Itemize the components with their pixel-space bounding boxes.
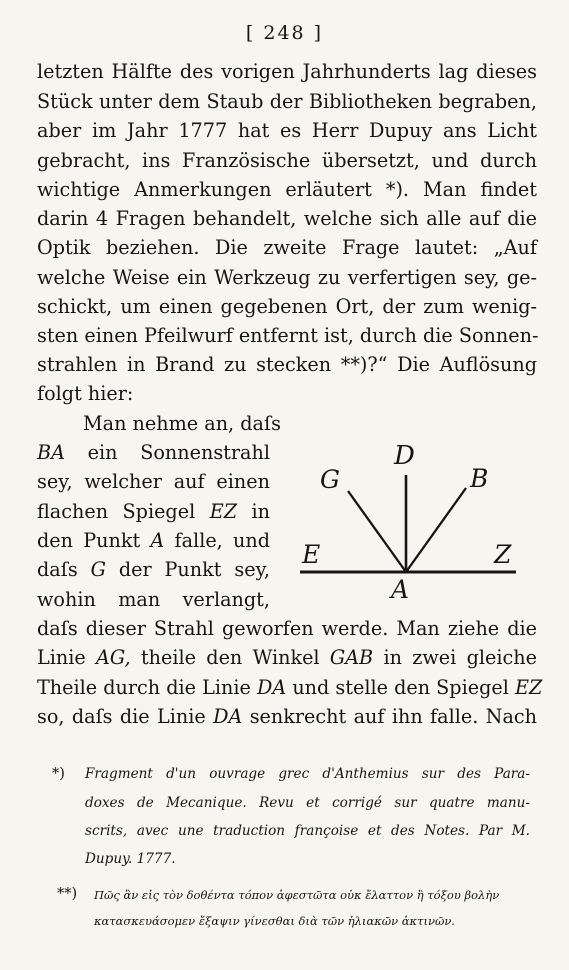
after-3-start: Theile durch die Linie [37,676,251,699]
label-ba: BA [37,441,65,464]
figure-label-g: G [320,465,340,494]
body-line-4: gebracht, ins Französische übersetzt, und durch [37,149,537,172]
footnote-2-line-2: κατασκευάσομεν ἔξαψιν γίνεσθαι διὰ τῶν ἡλιακῶν ἀκτινῶν. [94,914,455,928]
mirror-reflection-diagram [290,436,530,611]
label-ez: EZ [209,500,238,523]
wrap-line-2-text: ein Sonnenstrahl [87,441,270,464]
wrap-line-6-end: der Punkt sey, [118,558,270,581]
body-line-1: letzten Hälfte des vorigen Jahrhunderts lag dieses [37,60,537,83]
body-line-after-2 [37,646,537,670]
wrap-line-2 [37,441,270,465]
wrap-line-4 [37,500,270,524]
figure-label-d: D [394,441,415,471]
body-line-6: darin 4 Fragen behandelt, welche sich alle auf die [37,207,537,230]
figure-label-b: B [470,464,489,493]
after-2-mid: theile den Winkel [140,646,320,669]
label-a: A [150,529,165,552]
body-line-after-3 [37,676,543,700]
wrap-line-3: sey, welcher auf einen [37,470,270,493]
body-line-3: aber im Jahr 1777 hat es Herr Dupuy ans Licht [37,119,537,142]
wrap-line-5 [37,529,270,553]
wrap-line-5-start: den Punkt [37,529,141,552]
body-line-after-4 [37,705,537,729]
body-line-2: Stück unter dem Staub der Bibliotheken begraben, [37,90,537,113]
wrap-line-4-end: in [251,500,270,523]
after-4-start: so, daſs die Linie [37,705,206,728]
body-line-8: welche Weise ein Werkzeug zu verfertigen sey, ge- [37,266,537,289]
wrap-line-5-end: falle, und [174,529,271,552]
page-number: [ 248 ] [245,22,324,44]
reflected-ray-ga [348,491,406,572]
figure-label-e: E [302,540,321,569]
figure-label-z: Z [494,540,512,569]
label-gab: GAB [329,646,374,669]
after-3-mid: und stelle den Spiegel [292,676,509,699]
label-ez-2: EZ [514,676,543,699]
footnote-1-line-3: scrits, avec une traduction françoise et des Notes. Par M. [85,823,530,839]
body-line-after-1: daſs dieser Strahl geworfen werde. Man ziehe die [37,617,537,640]
label-g: G [90,558,106,581]
footnote-1-line-2: doxes de Mecanique. Revu et corrigé sur quatre manu- [85,795,530,811]
incident-ray-ba [406,488,466,572]
body-line-10: sten einen Pfeilwurf entfernt ist, durch die Sonnen- [37,324,539,347]
wrap-line-1: Man nehme an, daſs [83,412,281,435]
footnote-2-marker: **) [57,886,78,902]
footnote-1-line-1: Fragment d'un ouvrage grec d'Anthemius sur des Para- [85,766,530,782]
body-line-12: folgt hier: [37,382,134,405]
figure-label-a: A [391,575,410,604]
after-2-start: Linie [37,646,86,669]
label-ag: AG, [96,646,131,669]
label-da-2: DA [213,705,243,728]
footnote-2-line-1: Πῶς ἂν εἰς τὸν δοθέντα τόπον ἀφεστῶτα οὐκ ἔλαττον ἢ τόξου βολὴν [94,888,500,902]
wrap-line-6 [37,558,270,582]
after-2-end: in zwei gleiche [383,646,537,669]
footnote-1-marker: *) [52,766,65,782]
body-line-9: schickt, um einen gegebenen Ort, der zum wenig- [37,295,537,318]
body-line-5: wichtige Anmerkungen erläutert *). Man findet [37,178,537,201]
wrap-line-6-start: daſs [37,558,78,581]
after-4-end: senkrecht auf ihn falle. Nach [249,705,537,728]
wrap-line-4-text: flachen Spiegel [37,500,196,523]
wrap-line-7: wohin man verlangt, [37,588,270,611]
footnote-1-line-4: Dupuy. 1777. [85,851,176,867]
body-line-11: strahlen in Brand zu stecken **)?“ Die Auflösung [37,353,537,376]
body-line-7: Optik beziehen. Die zweite Frage lautet: „Auf [37,236,537,259]
label-da: DA [256,676,287,699]
